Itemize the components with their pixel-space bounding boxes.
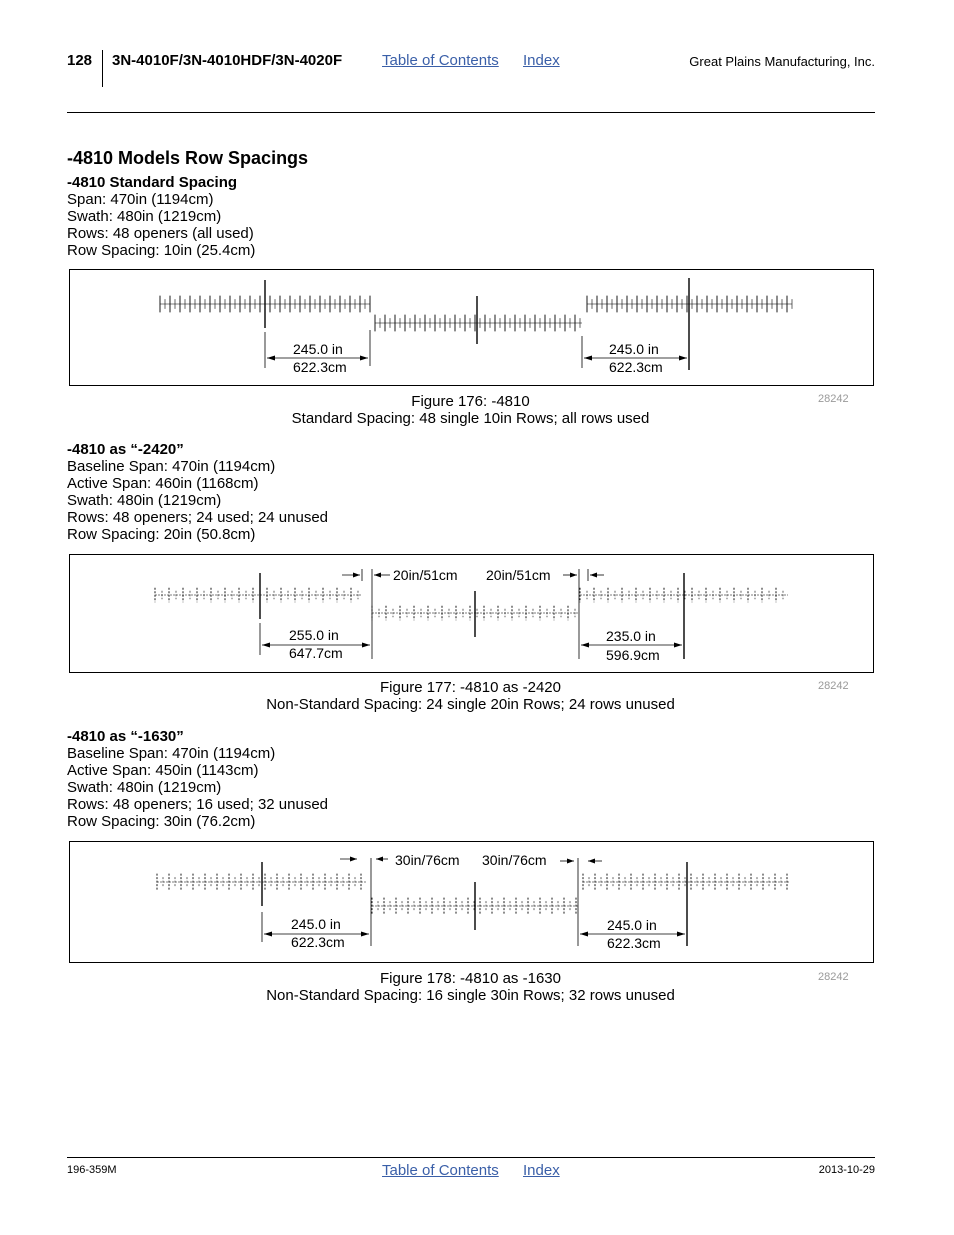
spec-line: Rows: 48 openers (all used) [67, 225, 254, 242]
spec-line: Row Spacing: 20in (50.8cm) [67, 526, 256, 543]
figure-code: 28242 [818, 971, 849, 983]
dim-right-in: 235.0 in [606, 628, 656, 644]
spec-line: Rows: 48 openers; 24 used; 24 unused [67, 509, 329, 526]
dim-right-in: 245.0 in [607, 917, 657, 933]
dim-left-cm: 622.3cm [291, 934, 345, 950]
dimension-left [262, 912, 369, 950]
figure-code: 28242 [818, 680, 849, 692]
drill-rows [155, 569, 788, 659]
figure-code: 28242 [818, 393, 849, 405]
gap-right-label: 30in/76cm [482, 852, 547, 868]
row-spacing-diagram-2420 [70, 555, 873, 672]
dimension-right [581, 628, 682, 663]
footer-rule [67, 1157, 875, 1158]
model-title: 3N-4010F/3N-4010HDF/3N-4020F [112, 52, 343, 69]
drill-rows [160, 278, 792, 370]
dim-right-cm: 622.3cm [607, 935, 661, 951]
dim-left-in: 245.0 in [293, 341, 343, 357]
dimension-right [580, 917, 685, 951]
gap-right-label: 20in/51cm [486, 567, 551, 583]
spec-title: -4810 Standard Spacing [67, 174, 238, 191]
dim-right-cm: 596.9cm [606, 647, 660, 663]
dim-right-in: 245.0 in [609, 341, 659, 357]
revision-date: 2013-10-29 [818, 1164, 875, 1176]
dim-left-cm: 622.3cm [293, 359, 347, 375]
caption-line: Figure 178: -4810 as -1630 [380, 970, 561, 987]
section-title: -4810 Models Row Spacings [67, 148, 309, 168]
spec-line: Row Spacing: 30in (76.2cm) [67, 813, 256, 830]
figure-177 [69, 554, 874, 673]
spec-line: Row Spacing: 10in (25.4cm) [67, 242, 256, 259]
gap-left-label: 30in/76cm [395, 852, 460, 868]
caption-line: Figure 176: -4810 [411, 393, 530, 410]
doc-number: 196-359M [67, 1164, 117, 1176]
header-rule [67, 112, 875, 113]
gap-dimensions [342, 567, 604, 583]
spec-line: Active Span: 450in (1143cm) [67, 762, 259, 779]
gap-dimensions [340, 852, 602, 868]
figure-176-caption [69, 393, 872, 427]
page-number: 128 [67, 52, 93, 69]
spec-block-1630 [67, 728, 328, 830]
caption-line: Non-Standard Spacing: 24 single 20in Rows; 24 rows unused [266, 696, 675, 713]
dim-left-in: 255.0 in [289, 627, 339, 643]
drill-rows [157, 858, 790, 946]
footer-index-link[interactable]: Index [523, 1162, 560, 1179]
figure-178 [69, 841, 874, 963]
header-index-link[interactable]: Index [523, 52, 560, 69]
dim-left-cm: 647.7cm [289, 645, 343, 661]
spec-title: -4810 as “-2420” [67, 441, 184, 458]
spec-line: Rows: 48 openers; 16 used; 32 unused [67, 796, 329, 813]
caption-line: Figure 177: -4810 as -2420 [380, 679, 561, 696]
company-name: Great Plains Manufacturing, Inc. [689, 54, 875, 69]
figure-177-caption [69, 679, 872, 713]
spec-line: Baseline Span: 470in (1194cm) [67, 458, 276, 475]
header-toc-link[interactable]: Table of Contents [382, 52, 499, 69]
spec-line: Active Span: 460in (1168cm) [67, 475, 259, 492]
spec-block-standard [67, 174, 255, 259]
row-spacing-diagram-1630 [70, 842, 873, 962]
header-divider [102, 50, 103, 87]
spec-line: Swath: 480in (1219cm) [67, 779, 222, 796]
dim-left-in: 245.0 in [291, 916, 341, 932]
spec-line: Swath: 480in (1219cm) [67, 208, 222, 225]
row-spacing-diagram-standard [70, 270, 873, 385]
caption-line: Standard Spacing: 48 single 10in Rows; all rows used [291, 410, 650, 427]
spec-line: Span: 470in (1194cm) [67, 191, 214, 208]
spec-line: Swath: 480in (1219cm) [67, 492, 222, 509]
figure-176 [69, 269, 874, 386]
spec-title: -4810 as “-1630” [67, 728, 184, 745]
dimension-left [265, 330, 370, 375]
dim-right-cm: 622.3cm [609, 359, 663, 375]
figure-178-caption [69, 970, 872, 1004]
caption-line: Non-Standard Spacing: 16 single 30in Rows; 32 rows unused [266, 987, 675, 1004]
spec-block-2420 [67, 441, 328, 543]
dimension-right [582, 336, 687, 375]
footer-toc-link[interactable]: Table of Contents [382, 1162, 499, 1179]
dimension-left [260, 623, 370, 661]
gap-left-label: 20in/51cm [393, 567, 458, 583]
spec-line: Baseline Span: 470in (1194cm) [67, 745, 276, 762]
